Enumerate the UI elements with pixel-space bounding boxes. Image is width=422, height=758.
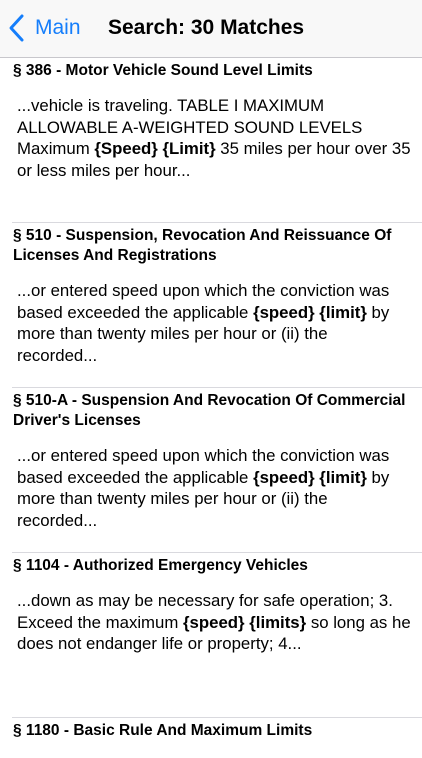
result-snippet (0, 81, 422, 181)
chevron-left-icon (8, 13, 26, 43)
result-snippet (0, 266, 422, 366)
highlighted-term: {limit} (319, 302, 367, 322)
result-title: § 510 - Suspension, Revocation And Reissuance Of Licenses And Registrations (13, 227, 392, 264)
page-title: Search: 30 Matches (108, 16, 305, 39)
highlighted-term: {limit} (319, 467, 367, 487)
snippet-text: by more than twenty miles per hour or (ii) the recorded... (17, 302, 390, 365)
highlighted-term: {Speed} (94, 139, 158, 158)
result-title: § 1104 - Authorized Emergency Vehicles (13, 557, 308, 574)
result-item-1104[interactable] (0, 553, 422, 717)
highlighted-term: {speed} (183, 612, 245, 632)
snippet-text: by more than twenty miles per hour or (ii) the recorded... (17, 467, 390, 530)
highlighted-term: {limits} (249, 612, 307, 632)
snippet-text: ...vehicle is traveling. TABLE I MAXIMUM ALLOWABLE A-WEIGHTED SOUND LEVELS Maximum (17, 96, 363, 158)
result-item-510[interactable] (0, 223, 422, 387)
snippet-text: ...down as may be necessary for safe operation; 3. Exceed the maximum (17, 591, 393, 632)
back-button-label: Main (35, 16, 81, 39)
snippet-text: so long as he does not endanger life or property; 4... (17, 612, 411, 653)
result-snippet (0, 576, 422, 655)
navigation-bar (0, 0, 422, 58)
result-item-386[interactable] (0, 58, 422, 222)
highlighted-term: {speed} (253, 302, 315, 322)
search-results-list (0, 58, 422, 758)
snippet-text: 35 miles per hour over 35 or less miles per hour... (17, 139, 411, 180)
result-snippet (0, 431, 422, 531)
back-button[interactable] (8, 13, 81, 43)
highlighted-term: {Limit} (162, 139, 216, 158)
result-item-1180[interactable] (0, 718, 422, 758)
result-item-510-a[interactable] (0, 388, 422, 552)
result-title: § 510-A - Suspension And Revocation Of Commercial Driver's Licenses (13, 392, 406, 429)
result-title: § 1180 - Basic Rule And Maximum Limits (13, 722, 313, 739)
result-title: § 386 - Motor Vehicle Sound Level Limits (13, 62, 313, 79)
highlighted-term: {speed} (253, 467, 315, 487)
snippet-text: ...or entered speed upon which the conviction was based exceeded the applicable (17, 281, 390, 322)
snippet-text: ...or entered speed upon which the conviction was based exceeded the applicable (17, 446, 390, 487)
